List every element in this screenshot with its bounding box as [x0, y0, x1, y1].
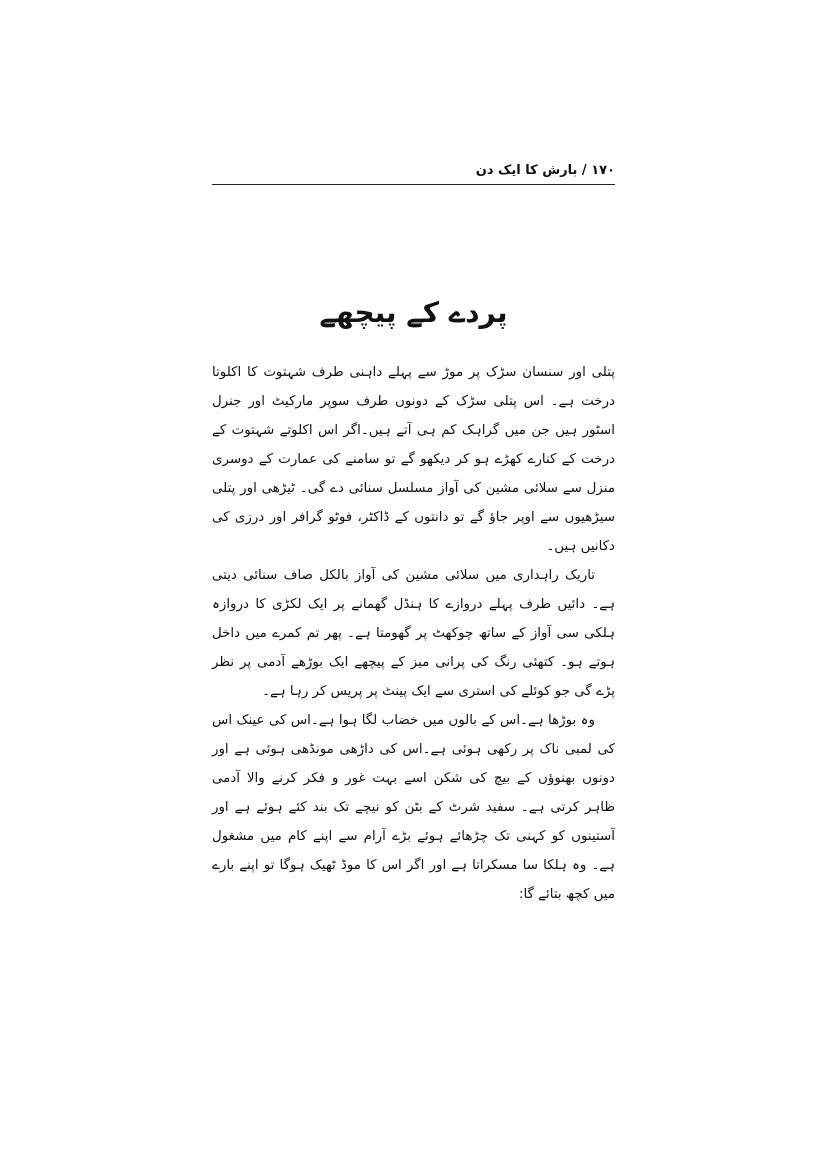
paragraph: تاریک راہداری میں سلائی مشین کی آواز بالکل صاف سنائی دیتی ہے۔ دائیں طرف پہلے دروازے کا ہنڈل گھمانے پر ایک لکڑی کا دروازہ ہلکی سی آواز کے ساتھ چوکھٹ پر گھومتا ہے۔ پھر تم کمرے میں داخل ہوتے ہو۔ کتھئی رنگ کی پرانی میز کے پیچھے ایک بوڑھے آدمی پر نظر پڑے گی جو کوئلے کی استری سے ایک پینٹ پر پریس کر رہا ہے۔ [212, 568, 615, 699]
running-header: ۱۷۰ / بارش کا ایک دن [475, 163, 615, 178]
paragraph: پتلی اور سنسان سڑک پر موڑ سے پہلے داہنی طرف شہتوت کا اکلوتا درخت ہے۔ اس پتلی سڑک کے دونوں طرف سوپر مارکیٹ اور جنرل اسٹور ہیں جن میں گراہک کم ہی آتے ہیں۔اگر اس اکلوتے شہتوت کے درخت کے کنارے کھڑے ہو کر دیکھو گے تو سامنے کی عمارت کے دوسری منزل سے سلائی مشین کی آواز مسلسل سنائی دے گی۔ ٹیڑھی اور پتلی سیڑھیوں سے اوپر جاؤ گے تو دانتوں کے ڈاکٹر، فوٹو گرافر اور درزی کی دکانیں ہیں۔ [212, 365, 615, 554]
chapter-title: پردے کے پیچھے [319, 296, 508, 329]
header-divider [212, 184, 615, 185]
body-text [212, 358, 615, 909]
paragraph: وہ بوڑھا ہے۔اس کے بالوں میں خضاب لگا ہوا ہے۔اس کی عینک اس کی لمبی ناک پر رکھی ہوئی ہے۔اس کی داڑھی مونڈھی ہوئی ہے اور دونوں بھنوؤں کے بیچ کی شکن اسے بہت غور و فکر کرنے والا آدمی ظاہر کرتی ہے۔ سفید شرٹ کے بٹن کو نیچے تک بند کئے ہوئے ہے اور آستینوں کو کہنی تک چڑھائے ہوئے بڑے آرام سے اپنے کام میں مشغول ہے۔ وہ ہلکا سا مسکراتا ہے اور اگر اس کا موڈ ٹھیک ہوگا تو اپنے بارے میں کچھ بتائے گا: [212, 713, 615, 902]
